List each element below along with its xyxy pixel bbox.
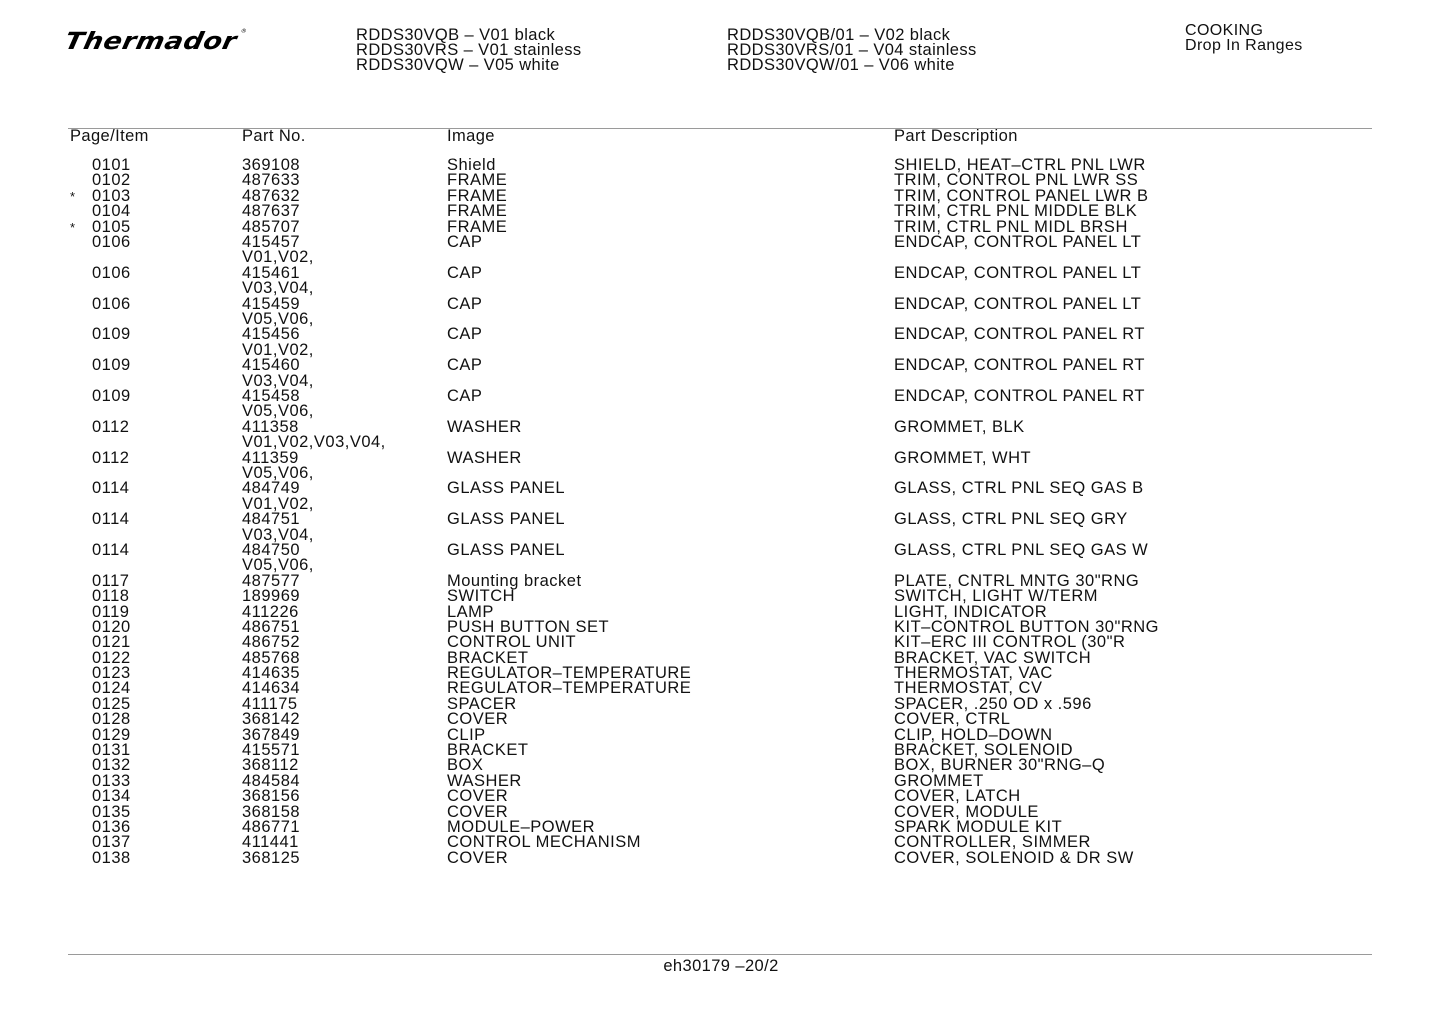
mark-asterisk: * — [70, 219, 76, 235]
cell-description: KIT–ERC III CONTROL (30"R — [894, 633, 1126, 652]
model-line: RDDS30VRS – V01 stainless — [356, 41, 582, 59]
cell-description: GROMMET, WHT — [894, 448, 1032, 467]
cell-image: GLASS PANEL — [447, 510, 565, 529]
table-header — [0, 127, 1442, 145]
cell-item: 0106 — [92, 232, 131, 251]
cell-variants: V05,V06, — [242, 463, 314, 482]
cell-image: FRAME — [447, 217, 508, 236]
table-row — [0, 666, 1442, 681]
cell-part-no: 484750 — [242, 540, 301, 559]
cell-image: MODULE–POWER — [447, 817, 596, 836]
table-row — [0, 481, 1442, 512]
cell-description: THERMOSTAT, VAC — [894, 664, 1053, 683]
table-row — [0, 540, 1442, 575]
cell-description: COVER, CTRL — [894, 710, 1011, 729]
footer-divider — [68, 954, 1372, 955]
cell-image: BOX — [447, 756, 484, 775]
cell-description: GROMMET — [894, 771, 984, 790]
table-row — [0, 681, 1442, 696]
cell-item: 0112 — [92, 448, 130, 467]
cell-image: WASHER — [447, 771, 522, 790]
table-row — [0, 386, 1442, 421]
cell-description: COVER, MODULE — [894, 802, 1039, 821]
cell-description: TRIM, CTRL PNL MIDL BRSH — [894, 217, 1128, 236]
cell-description: ENDCAP, CONTROL PANEL LT — [894, 232, 1142, 251]
cell-description: TRIM, CONTROL PANEL LWR B — [894, 186, 1149, 205]
cell-item: 0112 — [92, 417, 130, 436]
table-row — [0, 417, 1442, 452]
cell-image: Shield — [447, 156, 496, 174]
column-header-item: Page/Item — [70, 127, 149, 145]
cell-description: GROMMET, BLK — [894, 417, 1025, 436]
cell-part-no: 487577 — [242, 571, 301, 590]
cell-variants: V01,V02, — [242, 340, 314, 359]
cell-description: ENDCAP, CONTROL PANEL RT — [894, 356, 1146, 375]
cell-variants: V01,V02, — [242, 494, 314, 513]
cell-image: PUSH BUTTON SET — [447, 617, 610, 636]
cell-part-no: 367849 — [242, 725, 301, 744]
cell-part-no: 415459 — [242, 294, 301, 313]
cell-image: WASHER — [447, 417, 522, 436]
table-row — [0, 589, 1442, 604]
cell-description: CONTROLLER, SIMMER — [894, 833, 1091, 852]
cell-image: GLASS PANEL — [447, 479, 565, 498]
cell-item: 0122 — [92, 648, 131, 667]
table-row — [0, 648, 1442, 667]
cell-variants: V05,V06, — [242, 402, 314, 421]
cell-image: CONTROL UNIT — [447, 633, 577, 652]
table-row — [0, 204, 1442, 219]
cell-description: LIGHT, INDICATOR — [894, 602, 1048, 621]
model-list-left — [356, 28, 582, 73]
cell-part-no: 414635 — [242, 664, 301, 683]
cell-part-no: 415461 — [242, 263, 301, 282]
cell-image: FRAME — [447, 202, 508, 221]
cell-image: CLIP — [447, 725, 486, 744]
category-block — [1185, 23, 1303, 53]
cell-description: GLASS, CTRL PNL SEQ GAS B — [894, 479, 1144, 498]
cell-description: BRACKET, VAC SWITCH — [894, 648, 1092, 667]
brand-name: Thermador — [62, 28, 240, 56]
cell-item: 0134 — [92, 787, 131, 806]
cell-image: BRACKET — [447, 648, 529, 667]
cell-image: FRAME — [447, 171, 508, 190]
cell-item: 0133 — [92, 771, 131, 790]
cell-description: COVER, SOLENOID & DR SW — [894, 848, 1134, 867]
cell-item: 0119 — [92, 602, 130, 621]
column-header-part: Part No. — [242, 127, 306, 145]
cell-item: 0125 — [92, 694, 131, 713]
cell-image: CAP — [447, 263, 483, 282]
cell-part-no: 411359 — [242, 448, 299, 467]
cell-item: 0123 — [92, 664, 131, 683]
cell-variants: V03,V04, — [242, 279, 314, 298]
cell-item: 0109 — [92, 325, 131, 344]
cell-variants: V03,V04, — [242, 371, 314, 390]
cell-description: TRIM, CONTROL PNL LWR SS — [894, 171, 1139, 190]
cell-item: 0138 — [92, 848, 131, 867]
cell-description: GLASS, CTRL PNL SEQ GAS W — [894, 540, 1149, 559]
cell-item: 0132 — [92, 756, 131, 775]
table-row — [0, 758, 1442, 773]
registered-mark: ® — [240, 28, 248, 35]
cell-part-no: 486751 — [242, 617, 301, 636]
cell-item: 0106 — [92, 263, 131, 282]
table-row — [0, 602, 1442, 621]
cell-part-no: 415460 — [242, 356, 301, 375]
cell-variants: V05,V06, — [242, 556, 314, 575]
cell-image: GLASS PANEL — [447, 540, 565, 559]
cell-item: 0118 — [92, 587, 130, 606]
table-row — [0, 512, 1442, 543]
cell-item: 0109 — [92, 386, 131, 405]
cell-image: COVER — [447, 787, 509, 806]
cell-description: ENDCAP, CONTROL PANEL RT — [894, 386, 1146, 405]
cell-item: 0103 — [92, 186, 131, 205]
category-title: COOKING — [1185, 22, 1264, 39]
cell-description: COVER, LATCH — [894, 787, 1021, 806]
cell-part-no: 484584 — [242, 771, 301, 790]
column-header-description: Part Description — [894, 127, 1018, 145]
table-row — [0, 263, 1442, 298]
table-row — [0, 217, 1442, 236]
cell-item: 0135 — [92, 802, 131, 821]
table-row — [0, 848, 1442, 867]
cell-description: ENDCAP, CONTROL PANEL LT — [894, 263, 1142, 282]
cell-part-no: 486752 — [242, 633, 301, 652]
table-row — [0, 448, 1442, 482]
cell-description: GLASS, CTRL PNL SEQ GRY — [894, 510, 1128, 529]
cell-part-no: 415457 — [242, 232, 301, 251]
cell-item: 0102 — [92, 171, 131, 190]
cell-part-no: 487633 — [242, 171, 301, 190]
page-code: eh30179 –20/2 — [663, 957, 779, 975]
cell-part-no: 411175 — [242, 694, 298, 713]
cell-part-no: 485707 — [242, 217, 301, 236]
cell-image: SWITCH — [447, 587, 516, 606]
cell-image: COVER — [447, 802, 509, 821]
cell-item: 0109 — [92, 356, 131, 375]
cell-image: CONTROL MECHANISM — [447, 833, 641, 852]
table-row — [0, 712, 1442, 727]
cell-variants: V03,V04, — [242, 525, 314, 544]
column-header-image: Image — [447, 127, 495, 145]
cell-image: REGULATOR–TEMPERATURE — [447, 664, 692, 683]
cell-variants: V01,V02,V03,V04, — [242, 433, 386, 452]
cell-part-no: 484749 — [242, 479, 301, 498]
cell-part-no: 369108 — [242, 156, 301, 174]
model-line: RDDS30VQB – V01 black — [356, 26, 556, 44]
cell-description: SPACER, .250 OD x .596 — [894, 694, 1092, 713]
model-list-right — [727, 28, 977, 73]
cell-part-no: 411441 — [242, 833, 299, 852]
cell-image: CAP — [447, 325, 483, 344]
table-row — [0, 232, 1442, 267]
model-line: RDDS30VRS/01 – V04 stainless — [727, 41, 977, 59]
cell-variants: V01,V02, — [242, 248, 314, 267]
table-row — [0, 743, 1442, 758]
cell-item: 0114 — [92, 479, 130, 498]
model-line: RDDS30VQB/01 – V02 black — [727, 26, 951, 44]
cell-image: WASHER — [447, 448, 522, 467]
cell-item: 0101 — [92, 156, 131, 174]
table-row — [0, 186, 1442, 205]
cell-description: THERMOSTAT, CV — [894, 679, 1043, 698]
cell-item: 0106 — [92, 294, 131, 313]
cell-image: CAP — [447, 232, 483, 251]
table-row — [0, 635, 1442, 650]
cell-variants: V05,V06, — [242, 309, 314, 328]
cell-image: LAMP — [447, 602, 494, 621]
cell-description: ENDCAP, CONTROL PANEL RT — [894, 325, 1146, 344]
table-row — [0, 694, 1442, 713]
cell-part-no: 368125 — [242, 848, 301, 867]
cell-item: 0128 — [92, 710, 131, 729]
table-row — [0, 617, 1442, 636]
cell-part-no: 189969 — [242, 587, 301, 606]
cell-description: CLIP, HOLD–DOWN — [894, 725, 1053, 744]
table-row — [0, 725, 1442, 744]
cell-description: TRIM, CTRL PNL MIDDLE BLK — [894, 202, 1138, 221]
cell-part-no: 415456 — [242, 325, 301, 344]
cell-description: BOX, BURNER 30"RNG–Q — [894, 756, 1106, 775]
cell-part-no: 484751 — [242, 510, 301, 529]
cell-item: 0136 — [92, 817, 131, 836]
cell-part-no: 414634 — [242, 679, 301, 698]
cell-image: CAP — [447, 386, 483, 405]
cell-image: Mounting bracket — [447, 571, 582, 590]
model-line: RDDS30VQW – V05 white — [356, 56, 560, 74]
cell-part-no: 411358 — [242, 417, 299, 436]
cell-image: COVER — [447, 710, 509, 729]
cell-part-no: 368158 — [242, 802, 301, 821]
table-row — [0, 789, 1442, 804]
cell-image: SPACER — [447, 694, 517, 713]
cell-image: CAP — [447, 356, 483, 375]
cell-part-no: 368156 — [242, 787, 301, 806]
cell-item: 0114 — [92, 510, 130, 529]
cell-part-no: 415571 — [242, 741, 301, 760]
table-row — [0, 358, 1442, 389]
cell-description: SPARK MODULE KIT — [894, 817, 1063, 836]
cell-part-no: 487632 — [242, 186, 301, 205]
parts-table-body — [0, 158, 1442, 866]
cell-part-no: 487637 — [242, 202, 301, 221]
cell-item: 0129 — [92, 725, 131, 744]
cell-image: COVER — [447, 848, 509, 867]
table-row — [0, 173, 1442, 188]
cell-part-no: 486771 — [242, 817, 301, 836]
brand-logo — [62, 28, 248, 55]
cell-part-no: 368112 — [242, 756, 299, 775]
cell-item: 0120 — [92, 617, 131, 636]
table-row — [0, 294, 1442, 328]
table-row — [0, 835, 1442, 850]
cell-image: BRACKET — [447, 741, 529, 760]
table-row — [0, 771, 1442, 790]
cell-item: 0105 — [92, 217, 131, 236]
cell-image: REGULATOR–TEMPERATURE — [447, 679, 692, 698]
cell-item: 0114 — [92, 540, 130, 559]
cell-item: 0121 — [92, 633, 131, 652]
cell-description: SHIELD, HEAT–CTRL PNL LWR — [894, 156, 1146, 174]
cell-image: FRAME — [447, 186, 508, 205]
table-row — [0, 571, 1442, 590]
cell-description: PLATE, CNTRL MNTG 30"RNG — [894, 571, 1140, 590]
cell-part-no: 415458 — [242, 386, 301, 405]
cell-item: 0131 — [92, 741, 131, 760]
table-row — [0, 802, 1442, 821]
mark-asterisk: * — [70, 188, 76, 204]
cell-item: 0137 — [92, 833, 131, 852]
cell-item: 0117 — [92, 571, 130, 590]
cell-item: 0124 — [92, 679, 131, 698]
cell-description: SWITCH, LIGHT W/TERM — [894, 587, 1099, 606]
table-row — [0, 327, 1442, 358]
cell-description: KIT–CONTROL BUTTON 30"RNG — [894, 617, 1159, 636]
cell-description: ENDCAP, CONTROL PANEL LT — [894, 294, 1142, 313]
cell-part-no: 485768 — [242, 648, 301, 667]
model-line: RDDS30VQW/01 – V06 white — [727, 56, 955, 74]
category-subtitle: Drop In Ranges — [1185, 37, 1303, 54]
table-row — [0, 817, 1442, 836]
cell-description: BRACKET, SOLENOID — [894, 741, 1074, 760]
cell-part-no: 368142 — [242, 710, 301, 729]
cell-image: CAP — [447, 294, 483, 313]
table-row — [0, 158, 1442, 173]
cell-part-no: 411226 — [242, 602, 299, 621]
cell-item: 0104 — [92, 202, 131, 221]
